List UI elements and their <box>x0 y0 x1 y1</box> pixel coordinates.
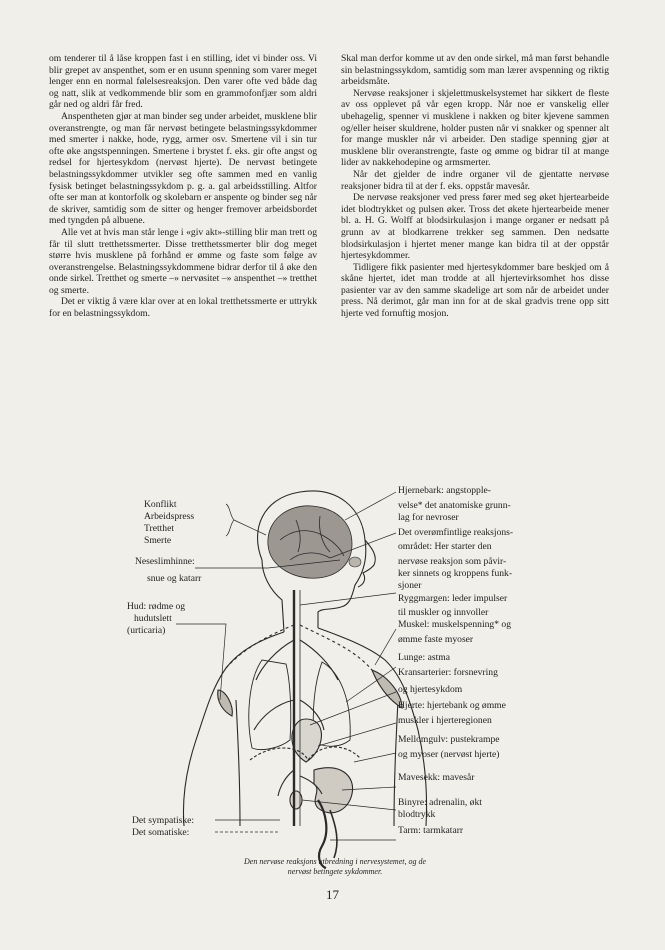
label-spinal-cord-2: til muskler og innvoller <box>398 607 489 618</box>
label-urticaria: (urticaria) <box>127 625 166 636</box>
label-cortex: Hjernebark: angstopple- <box>398 485 491 496</box>
label-nasal-mucosa: Neseslimhinne: <box>135 556 195 567</box>
label-reaction-area: Det overømfintlige reaksjons- <box>398 527 514 538</box>
paragraph: Nervøse reaksjoner i skjelettmuskelsystemet har sikkert de fleste av oss opplevet på vår egen kropp. Når noe er vanskelig eller ubehagelig, spenner vi musklene i nakken og biter kjevene sammen og/eller heiser skuldrene, holder pusten når vi snakker og spenner alt for mange muskler når vi arbeider. Den stadige spenning gjør at musklene blir overanstrengte, faste og ømme og bidrar til at mange lider av nakkehodepine og armsmerter. <box>341 87 609 169</box>
label-cortex-3: lag for nevroser <box>398 512 459 523</box>
label-lung: Lunge: astma <box>398 652 450 663</box>
label-stomach: Mavesekk: mavesår <box>398 772 475 783</box>
label-work-pressure: Arbeidspress <box>144 511 195 522</box>
paragraph: Det er viktig å være klar over at en lokal tretthetssmerte er uttrykk for en belastningssykdom. <box>49 296 317 320</box>
paragraph: Når det gjelder de indre organer vil de gjentatte nervøse reaksjoner bidra til at der f. eks. oppstår mavesår. <box>341 168 609 192</box>
heart <box>292 719 322 762</box>
label-fatigue: Tretthet <box>144 523 175 534</box>
label-adrenal: Binyre: adrenalin, økt <box>398 797 482 808</box>
label-cortex-2: velse* det anatomiske grunn- <box>398 500 511 511</box>
caption-line-2: nervøst betingete sykdommer. <box>287 867 383 876</box>
paragraph: Alle vet at hvis man står lenge i «giv akt»-stilling blir man trett og får til slutt tretthetssmerter. Disse tretthetssmerter blir dog meget større hvis musklene på forhånd er ømme og faste som følge av overanstrengelse. Belastningssykdommene bidrar derfor til å øke den onde sirkel. Tretthet og smerte –» nervøsitet –» anspenthet –» tretthet og smerte. <box>49 226 317 296</box>
lung <box>249 660 291 750</box>
label-diaphragm-2: og myoser (nervøst hjerte) <box>398 749 500 760</box>
label-muscle: Muskel: muskelspenning* og <box>398 619 511 630</box>
paragraph: Anspentheten gjør at man binder seg under arbeidet, musklene blir overanstrengte, og man får nervøst betingete belastningssykdommer med smerter i nakke, hode, rygg, armer osv. Smertene vil i sin tur ofte øke angstspenningen. Smertene i brystet f. eks. gir ofte angst og redsel for hjertesykdom (nervøst hjerte). De nervøst betingete belastningssykdommer utvikler seg ofte sammen med en vanlig fysisk betinget belastningssykdom p. g. a. gal arbeidsstilling. Altfor ofte ser man at kontorfolk og skolebarn er anspente og binder seg når de skriver, samtidig som de sitter og henger fremover arbeidsbordet med tyngden på albuene. <box>49 110 317 227</box>
label-conflict: Konflikt <box>144 499 177 510</box>
paragraph: om tenderer til å låse kroppen fast i en stilling, idet vi binder oss. Vi blir grepet av anspenthet, som er en usunn spenning som varer meget lenger enn en normal følelsesreaksjon. Den varer ofte ved både dag og natt, slik at vedkommende blir som en grammofonfjær som aldri går ned og aldri får fred. <box>49 53 317 111</box>
label-reaction-area-4: ker sinnets og kroppens funk- <box>398 568 513 579</box>
page-number: 17 <box>326 887 339 902</box>
paragraph: Skal man derfor komme ut av den onde sirkel, må man først behandle sin belastningssykdom, samtidig som man lærer avspenning og riktig arbeidsmåte. <box>341 53 609 88</box>
label-diaphragm: Mellomgulv: pustekrampe <box>398 734 500 745</box>
brain <box>268 506 352 578</box>
caption-line-1: Den nervøse reaksjons utbredning i nervesystemet, og de <box>243 857 427 866</box>
label-skin: Hud: rødme og <box>127 601 186 612</box>
label-reaction-area-2: området: Her starter den <box>398 541 492 552</box>
label-heart-2: muskler i hjerteregionen <box>398 715 492 726</box>
label-somatic: Det somatiske: <box>132 827 190 838</box>
label-heart: Hjerte: hjertebank og ømme <box>398 700 506 711</box>
paragraph: Tidligere fikk pasienter med hjertesykdommer bare beskjed om å skåne hjertet, idet man trodde at all hjertevirksomhet hos disse pasienter var av den samme skadelige art som når de arbeidet under press. Nå derimot, går man inn for at de skal gradvis trene opp sitt hjerte ved fornuftig mosjon. <box>341 261 609 320</box>
label-intestine: Tarm: tarmkatarr <box>398 825 464 836</box>
label-spinal-cord: Ryggmargen: leder impulser <box>398 593 508 604</box>
label-reaction-area-3: nervøse reaksjon som påvir- <box>398 556 507 567</box>
label-muscle-2: ømme faste myoser <box>398 634 474 645</box>
paragraph: De nervøse reaksjoner ved press fører med seg øket hjertearbeide idet blodtrykket og pulsen øker. Tross det økete hjertearbeide mener bl. a. H. G. Wolff at blodsirkulasjon i mange organer er nedsatt på grunn av at blodkarrene trekker seg sammen. Den nedsatte blodsirkulasjon i hjertet mener mange kan bidra til at der oppstår hjertesykdommer. <box>341 192 609 262</box>
skin-patch <box>218 690 233 716</box>
label-coronary: Kransarterier: forsnevring <box>398 667 498 678</box>
label-sympathetic: Det sympatiske: <box>132 815 195 826</box>
label-skin-rash: hudutslett <box>134 613 172 624</box>
label-nasal-symptoms: snue og katarr <box>147 573 202 584</box>
label-reaction-area-5: sjoner <box>398 580 422 591</box>
figure-caption <box>185 857 485 877</box>
label-coronary-2: og hjertesykdom <box>398 684 463 695</box>
label-adrenal-2: blodtrykk <box>398 809 436 820</box>
label-pain: Smerte <box>144 535 172 546</box>
